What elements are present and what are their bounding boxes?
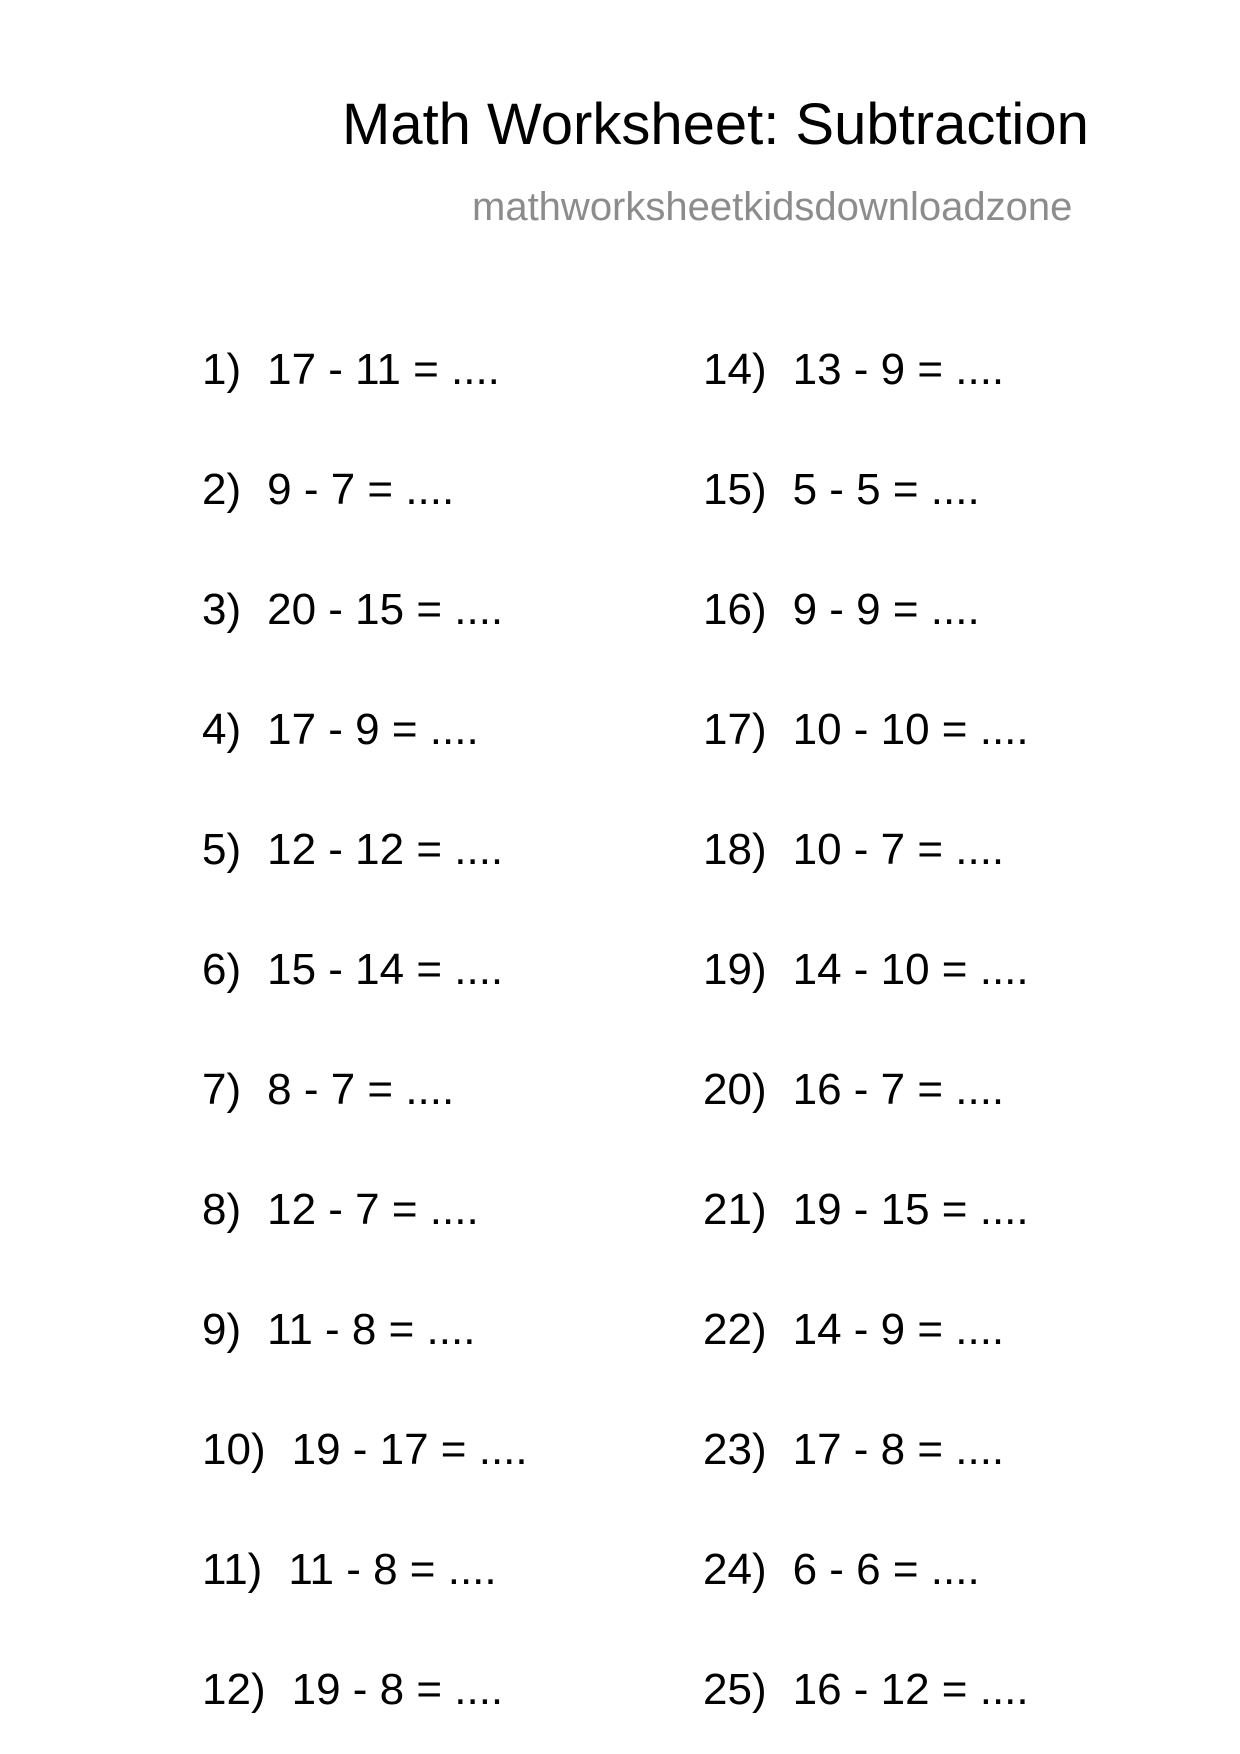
problem-number: 18) bbox=[703, 825, 767, 874]
problem-row bbox=[202, 945, 504, 994]
problem-expression: 16 - 7 = .... bbox=[792, 1065, 1005, 1114]
problem-number: 25) bbox=[703, 1665, 767, 1714]
problem-number: 8) bbox=[202, 1185, 242, 1234]
problem-expression: 6 - 6 = .... bbox=[792, 1545, 980, 1594]
problem-row bbox=[703, 1665, 1029, 1714]
problem-expression: 17 - 9 = .... bbox=[267, 705, 479, 754]
problem-expression: 13 - 9 = .... bbox=[792, 345, 1005, 394]
problem-row bbox=[703, 705, 1029, 754]
problem-number: 2) bbox=[202, 465, 242, 514]
problem-number: 16) bbox=[703, 585, 767, 634]
problem-number: 6) bbox=[202, 945, 242, 994]
page-subtitle: mathworksheetkidsdownloadzone bbox=[472, 185, 1073, 229]
problem-row bbox=[202, 825, 504, 874]
problem-expression: 19 - 8 = .... bbox=[291, 1665, 504, 1714]
problem-number: 5) bbox=[202, 825, 242, 874]
problem-row bbox=[202, 705, 479, 754]
problem-row bbox=[202, 465, 455, 514]
problem-expression: 16 - 12 = .... bbox=[792, 1665, 1029, 1714]
problem-row bbox=[202, 1665, 504, 1714]
problem-number: 12) bbox=[202, 1665, 266, 1714]
problem-expression: 5 - 5 = .... bbox=[792, 465, 980, 514]
problem-expression: 14 - 9 = .... bbox=[792, 1305, 1005, 1354]
problem-number: 1) bbox=[202, 345, 242, 394]
problem-row bbox=[703, 945, 1029, 994]
problem-number: 14) bbox=[703, 345, 767, 394]
problem-number: 22) bbox=[703, 1305, 767, 1354]
problem-expression: 11 - 8 = .... bbox=[288, 1545, 497, 1594]
problem-row bbox=[202, 1185, 479, 1234]
problem-number: 23) bbox=[703, 1425, 767, 1474]
problem-expression: 19 - 17 = .... bbox=[291, 1425, 528, 1474]
problem-row bbox=[202, 345, 500, 394]
problem-row bbox=[703, 1185, 1029, 1234]
page-title: Math Worksheet: Subtraction bbox=[342, 92, 1089, 157]
problem-expression: 9 - 7 = .... bbox=[267, 465, 455, 514]
problem-row bbox=[703, 1305, 1005, 1354]
problem-expression: 11 - 8 = .... bbox=[267, 1305, 476, 1354]
problem-number: 21) bbox=[703, 1185, 767, 1234]
problem-row bbox=[703, 1065, 1005, 1114]
problem-row bbox=[202, 1425, 528, 1474]
problem-row bbox=[703, 1425, 1005, 1474]
problem-expression: 10 - 10 = .... bbox=[792, 705, 1029, 754]
problem-row bbox=[703, 1545, 980, 1594]
problem-expression: 8 - 7 = .... bbox=[267, 1065, 455, 1114]
problem-number: 7) bbox=[202, 1065, 242, 1114]
problem-number: 11) bbox=[202, 1545, 263, 1594]
problem-number: 24) bbox=[703, 1545, 767, 1594]
problem-row bbox=[202, 1305, 476, 1354]
problem-row bbox=[202, 585, 504, 634]
problem-row bbox=[703, 345, 1005, 394]
problem-row bbox=[703, 585, 980, 634]
problem-number: 9) bbox=[202, 1305, 242, 1354]
problem-expression: 10 - 7 = .... bbox=[792, 825, 1005, 874]
problem-number: 15) bbox=[703, 465, 767, 514]
problem-expression: 12 - 7 = .... bbox=[267, 1185, 479, 1234]
problem-expression: 9 - 9 = .... bbox=[792, 585, 980, 634]
problem-expression: 17 - 11 = .... bbox=[267, 345, 500, 394]
problem-expression: 19 - 15 = .... bbox=[792, 1185, 1029, 1234]
problem-row bbox=[703, 465, 980, 514]
problem-number: 20) bbox=[703, 1065, 767, 1114]
problem-row bbox=[202, 1545, 497, 1594]
problem-number: 19) bbox=[703, 945, 767, 994]
problem-expression: 12 - 12 = .... bbox=[267, 825, 504, 874]
problem-row bbox=[703, 825, 1005, 874]
problem-expression: 20 - 15 = .... bbox=[267, 585, 504, 634]
problem-number: 17) bbox=[703, 705, 767, 754]
problem-number: 3) bbox=[202, 585, 242, 634]
problem-number: 10) bbox=[202, 1425, 266, 1474]
problem-expression: 17 - 8 = .... bbox=[792, 1425, 1005, 1474]
problem-number: 4) bbox=[202, 705, 242, 754]
problem-row bbox=[202, 1065, 455, 1114]
problem-expression: 14 - 10 = .... bbox=[792, 945, 1029, 994]
problem-expression: 15 - 14 = .... bbox=[267, 945, 504, 994]
